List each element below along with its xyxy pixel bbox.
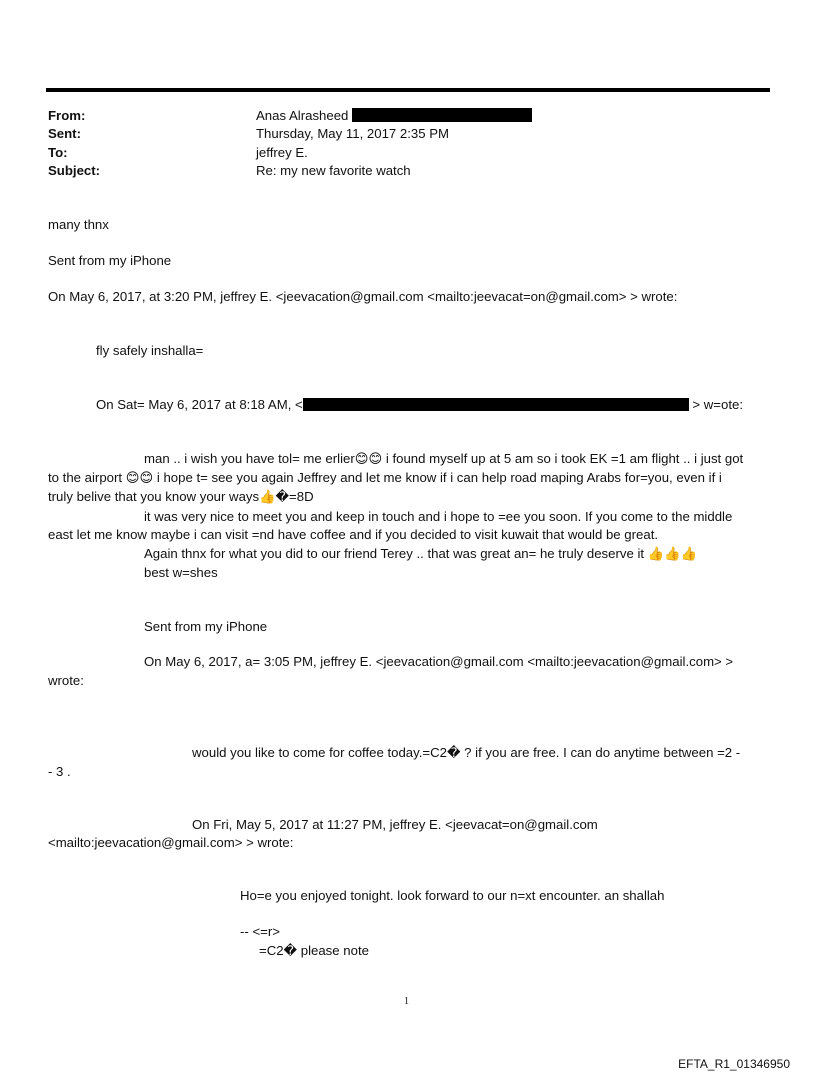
quote-header-start: On Sat= May 6, 2017 at 8:18 AM, < (96, 397, 303, 412)
from-value (256, 108, 532, 123)
bates-number: EFTA_R1_01346950 (678, 1057, 790, 1071)
body-line: Ho=e you enjoyed tonight. look forward to our n=xt encounter. an shallah (240, 888, 665, 903)
header-rule (46, 88, 770, 92)
quote-header: On May 6, 2017, at 3:20 PM, jeffrey E. <jeevacation@gmail.com <mailto:jeevacat=on@gmail.com> > wrote: (48, 289, 678, 304)
body-line: -- <=r> (240, 924, 280, 939)
quote-header (96, 397, 743, 412)
body-line: many thnx (48, 217, 109, 232)
from-label: From: (48, 108, 86, 123)
body-line: Sent from my iPhone (48, 253, 172, 268)
body-line: to the airport 😊😊 i hope t= see you again Jeffrey and let me know if i can help road maping Arabs for=you, even if i (48, 470, 722, 485)
from-name: Anas Alrasheed (256, 108, 349, 123)
body-line: fly safely inshalla= (96, 343, 204, 358)
body-line: =C2� please note (259, 943, 369, 958)
quote-header: On May 6, 2017, a= 3:05 PM, jeffrey E. <jeevacation@gmail.com <mailto:jeevacation@gmail.com> > (144, 654, 734, 669)
body-line: Sent from my iPhone (144, 619, 268, 634)
to-label: To: (48, 145, 68, 160)
body-line: would you like to come for coffee today.=C2� ? if you are free. I can do anytime between =2 - (192, 745, 741, 760)
redaction-bar (303, 398, 689, 411)
body-line: best w=shes (144, 565, 218, 580)
body-line: truly belive that you know your ways👍�=8D (48, 489, 314, 504)
quote-header: <mailto:jeevacation@gmail.com> > wrote: (48, 835, 294, 850)
page-number: 1 (404, 996, 409, 1007)
redaction-bar (352, 108, 532, 122)
quote-header: On Fri, May 5, 2017 at 11:27 PM, jeffrey E. <jeevacat=on@gmail.com (192, 817, 598, 832)
body-line: - 3 . (48, 764, 71, 779)
subject-value: Re: my new favorite watch (256, 163, 411, 178)
body-line: east let me know maybe i can visit =nd have coffee and if you decided to visit kuwait that would be great. (48, 527, 659, 542)
to-value: jeffrey E. (256, 145, 308, 160)
body-line: Again thnx for what you did to our friend Terey .. that was great an= he truly deserve it 👍👍👍 (144, 546, 697, 561)
quote-header-end: > w=ote: (692, 397, 743, 412)
body-line: man .. i wish you have tol= me erlier😊😊 i found myself up at 5 am so i took EK =1 am flight .. i just got (144, 451, 744, 466)
body-line: it was very nice to meet you and keep in touch and i hope to =ee you soon. If you come to the middle (144, 509, 733, 524)
quote-header: wrote: (48, 673, 84, 688)
sent-value: Thursday, May 11, 2017 2:35 PM (256, 126, 450, 141)
subject-label: Subject: (48, 163, 101, 178)
sent-label: Sent: (48, 126, 81, 141)
